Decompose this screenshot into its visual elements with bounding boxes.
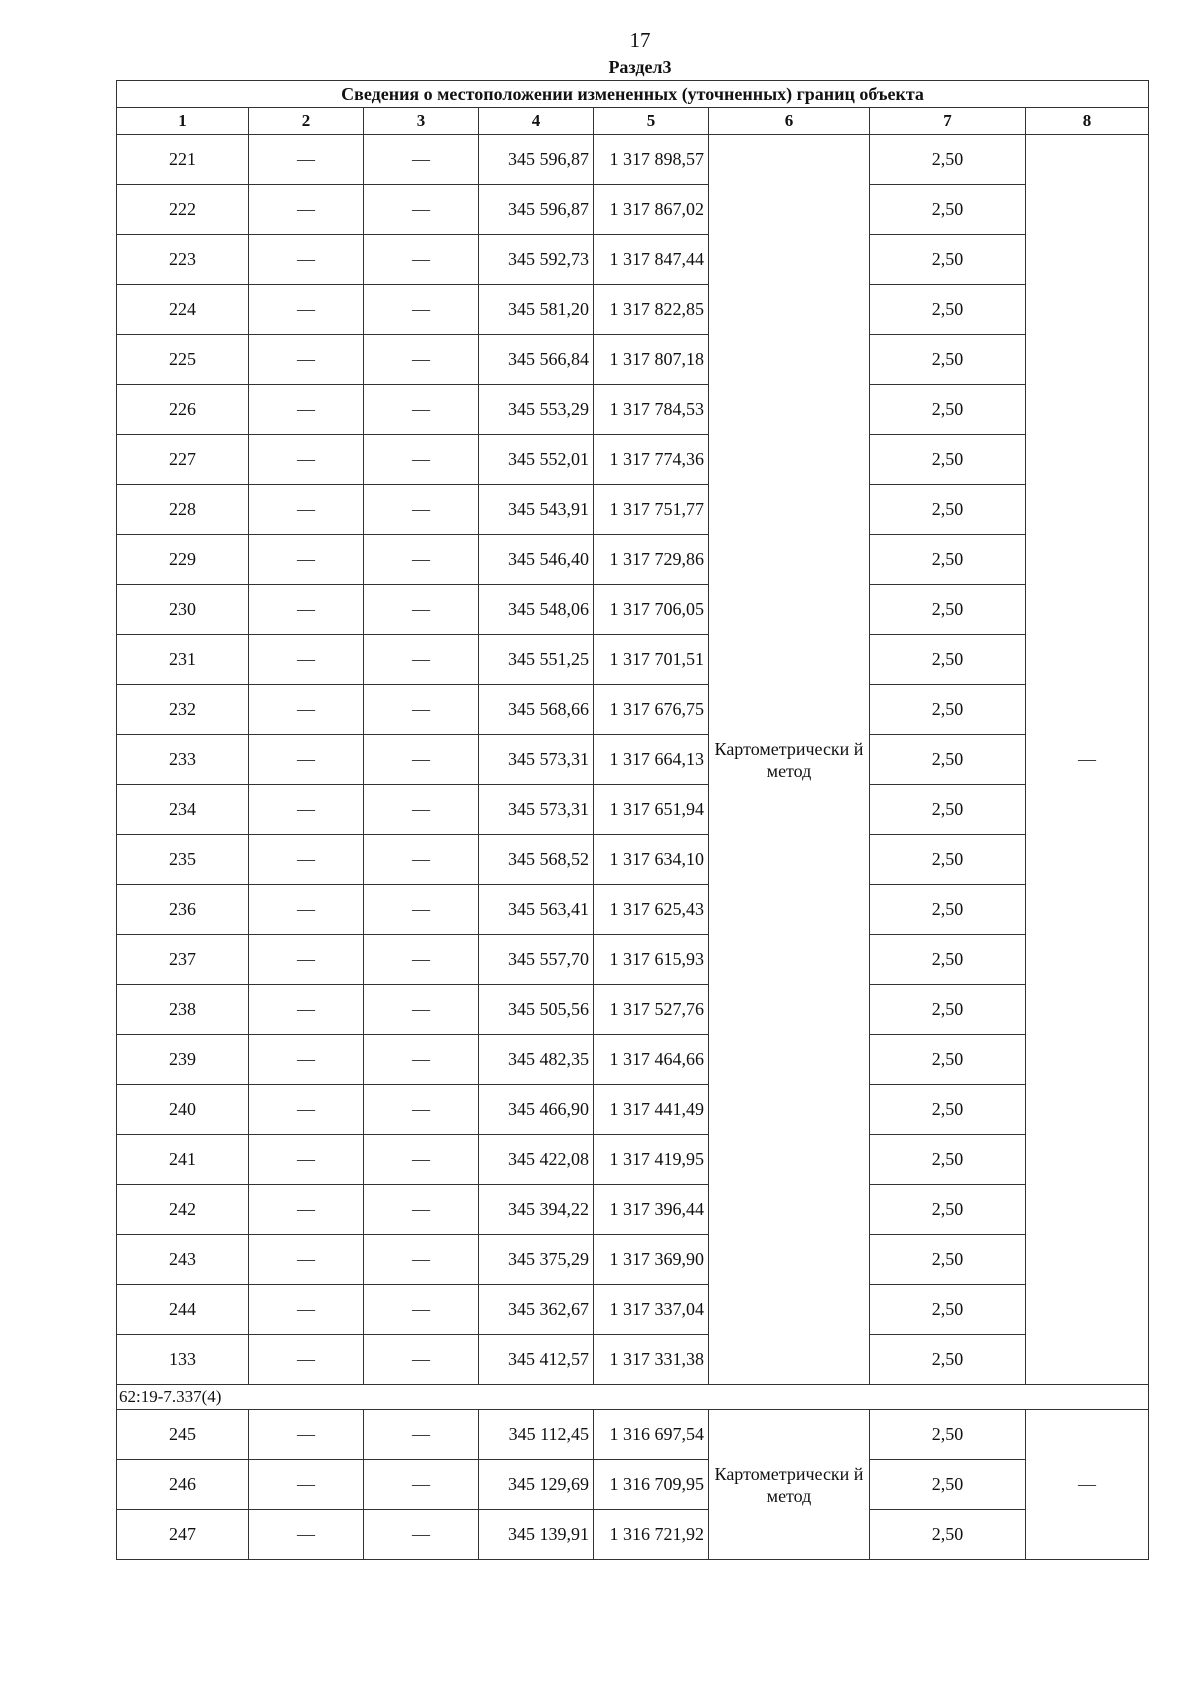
coordinate-y: 1 317 898,57: [594, 135, 709, 185]
coordinate-x: 345 596,87: [479, 135, 594, 185]
coordinate-x: 345 394,22: [479, 1185, 594, 1235]
page-number: 17: [629, 28, 651, 52]
point-number: 228: [117, 485, 249, 535]
point-number: 222: [117, 185, 249, 235]
point-number: 221: [117, 135, 249, 185]
point-number: 227: [117, 435, 249, 485]
point-number: 246: [117, 1460, 249, 1510]
accuracy-value: 2,50: [870, 135, 1026, 185]
group-label: 62:19-7.337(4): [117, 1385, 1149, 1410]
point-number: 223: [117, 235, 249, 285]
point-number: 241: [117, 1135, 249, 1185]
coordinate-y: 1 316 721,92: [594, 1510, 709, 1560]
column-3-value: —: [364, 735, 479, 785]
table-row: [117, 685, 1149, 735]
column-2-value: —: [249, 935, 364, 985]
table-row: [117, 1460, 1149, 1510]
table-row: [117, 735, 1149, 785]
coordinate-y: 1 317 464,66: [594, 1035, 709, 1085]
accuracy-value: 2,50: [870, 835, 1026, 885]
column-2-value: —: [249, 685, 364, 735]
column-2-value: —: [249, 485, 364, 535]
coordinate-y: 1 317 847,44: [594, 235, 709, 285]
column-3-value: —: [364, 835, 479, 885]
accuracy-value: 2,50: [870, 385, 1026, 435]
accuracy-value: 2,50: [870, 735, 1026, 785]
coordinate-x: 345 581,20: [479, 285, 594, 335]
coordinate-y: 1 317 634,10: [594, 835, 709, 885]
column-2-value: —: [249, 635, 364, 685]
point-number: 237: [117, 935, 249, 985]
accuracy-value: 2,50: [870, 1410, 1026, 1460]
point-number: 233: [117, 735, 249, 785]
coordinate-y: 1 317 867,02: [594, 185, 709, 235]
table-row: [117, 1285, 1149, 1335]
column-number: 8: [1026, 108, 1149, 135]
coordinate-y: 1 317 651,94: [594, 785, 709, 835]
point-number: 238: [117, 985, 249, 1035]
coordinate-x: 345 505,56: [479, 985, 594, 1035]
accuracy-value: 2,50: [870, 435, 1026, 485]
table-row: [117, 135, 1149, 185]
coordinate-y: 1 317 615,93: [594, 935, 709, 985]
coordinate-x: 345 129,69: [479, 1460, 594, 1510]
point-number: 236: [117, 885, 249, 935]
accuracy-value: 2,50: [870, 535, 1026, 585]
coordinate-x: 345 422,08: [479, 1135, 594, 1185]
coordinate-x: 345 546,40: [479, 535, 594, 585]
column-2-value: —: [249, 1135, 364, 1185]
column-3-value: —: [364, 785, 479, 835]
method-cell: Картометрически й метод: [709, 135, 870, 1385]
column-3-value: —: [364, 635, 479, 685]
coordinate-x: 345 566,84: [479, 335, 594, 385]
accuracy-value: 2,50: [870, 1035, 1026, 1085]
point-number: 230: [117, 585, 249, 635]
table-row: [117, 285, 1149, 335]
column-2-value: —: [249, 235, 364, 285]
column-3-value: —: [364, 1335, 479, 1385]
column-3-value: —: [364, 985, 479, 1035]
accuracy-value: 2,50: [870, 185, 1026, 235]
accuracy-value: 2,50: [870, 1085, 1026, 1135]
coordinate-y: 1 317 664,13: [594, 735, 709, 785]
column-number: 1: [117, 108, 249, 135]
column-3-value: —: [364, 435, 479, 485]
table-row: [117, 1410, 1149, 1460]
column-2-value: —: [249, 385, 364, 435]
point-number: 243: [117, 1235, 249, 1285]
coordinate-y: 1 317 751,77: [594, 485, 709, 535]
point-number: 229: [117, 535, 249, 585]
column-3-value: —: [364, 935, 479, 985]
coordinate-y: 1 316 697,54: [594, 1410, 709, 1460]
accuracy-value: 2,50: [870, 935, 1026, 985]
accuracy-value: 2,50: [870, 285, 1026, 335]
column-3-value: —: [364, 1035, 479, 1085]
coordinate-y: 1 317 337,04: [594, 1285, 709, 1335]
coordinate-x: 345 548,06: [479, 585, 594, 635]
coordinate-y: 1 317 331,38: [594, 1335, 709, 1385]
boundary-table: [116, 80, 1149, 1560]
point-number: 247: [117, 1510, 249, 1560]
table-row: [117, 335, 1149, 385]
accuracy-value: 2,50: [870, 1185, 1026, 1235]
column-3-value: —: [364, 285, 479, 335]
column-2-value: —: [249, 1085, 364, 1135]
table-row: [117, 1335, 1149, 1385]
accuracy-value: 2,50: [870, 1235, 1026, 1285]
column-8-value: —: [1026, 1410, 1149, 1560]
column-3-value: —: [364, 1185, 479, 1235]
column-3-value: —: [364, 185, 479, 235]
table-row: [117, 935, 1149, 985]
coordinate-x: 345 573,31: [479, 735, 594, 785]
column-2-value: —: [249, 285, 364, 335]
column-2-value: —: [249, 135, 364, 185]
point-number: 240: [117, 1085, 249, 1135]
table-row: [117, 1135, 1149, 1185]
accuracy-value: 2,50: [870, 685, 1026, 735]
coordinate-y: 1 317 701,51: [594, 635, 709, 685]
column-2-value: —: [249, 1285, 364, 1335]
accuracy-value: 2,50: [870, 485, 1026, 535]
column-3-value: —: [364, 485, 479, 535]
column-3-value: —: [364, 1460, 479, 1510]
coordinate-y: 1 317 807,18: [594, 335, 709, 385]
column-number: 3: [364, 108, 479, 135]
column-8-value: —: [1026, 135, 1149, 1385]
column-3-value: —: [364, 235, 479, 285]
coordinate-x: 345 375,29: [479, 1235, 594, 1285]
table-row: [117, 1085, 1149, 1135]
coordinate-x: 345 543,91: [479, 485, 594, 535]
accuracy-value: 2,50: [870, 585, 1026, 635]
accuracy-value: 2,50: [870, 785, 1026, 835]
coordinate-x: 345 139,91: [479, 1510, 594, 1560]
table-row: [117, 235, 1149, 285]
table-caption: Сведения о местоположении измененных (уточненных) границ объекта: [117, 81, 1149, 108]
table-row: [117, 1235, 1149, 1285]
column-number: 7: [870, 108, 1026, 135]
column-3-value: —: [364, 885, 479, 935]
table-row: [117, 385, 1149, 435]
table-row: [117, 835, 1149, 885]
point-number: 224: [117, 285, 249, 335]
column-number: 2: [249, 108, 364, 135]
accuracy-value: 2,50: [870, 1510, 1026, 1560]
section-title: Раздел3: [608, 57, 672, 77]
point-number: 242: [117, 1185, 249, 1235]
accuracy-value: 2,50: [870, 335, 1026, 385]
column-2-value: —: [249, 585, 364, 635]
coordinate-y: 1 316 709,95: [594, 1460, 709, 1510]
coordinate-y: 1 317 676,75: [594, 685, 709, 735]
point-number: 231: [117, 635, 249, 685]
column-3-value: —: [364, 1235, 479, 1285]
coordinate-x: 345 553,29: [479, 385, 594, 435]
column-2-value: —: [249, 985, 364, 1035]
point-number: 239: [117, 1035, 249, 1085]
table-row: [117, 535, 1149, 585]
column-2-value: —: [249, 785, 364, 835]
coordinate-y: 1 317 527,76: [594, 985, 709, 1035]
column-2-value: —: [249, 1410, 364, 1460]
table-row: [117, 435, 1149, 485]
accuracy-value: 2,50: [870, 985, 1026, 1035]
coordinate-y: 1 317 729,86: [594, 535, 709, 585]
coordinate-x: 345 112,45: [479, 1410, 594, 1460]
coordinate-x: 345 552,01: [479, 435, 594, 485]
coordinate-x: 345 573,31: [479, 785, 594, 835]
accuracy-value: 2,50: [870, 885, 1026, 935]
coordinate-y: 1 317 441,49: [594, 1085, 709, 1135]
column-3-value: —: [364, 335, 479, 385]
column-2-value: —: [249, 1460, 364, 1510]
coordinate-x: 345 362,67: [479, 1285, 594, 1335]
coordinate-x: 345 557,70: [479, 935, 594, 985]
column-2-value: —: [249, 1510, 364, 1560]
column-3-value: —: [364, 1510, 479, 1560]
coordinate-x: 345 563,41: [479, 885, 594, 935]
coordinate-y: 1 317 706,05: [594, 585, 709, 635]
column-2-value: —: [249, 1185, 364, 1235]
table-row: [117, 635, 1149, 685]
point-number: 226: [117, 385, 249, 435]
column-numbers-row: [117, 108, 1149, 135]
coordinate-y: 1 317 369,90: [594, 1235, 709, 1285]
column-2-value: —: [249, 735, 364, 785]
column-number: 6: [709, 108, 870, 135]
coordinate-y: 1 317 396,44: [594, 1185, 709, 1235]
table-row: [117, 885, 1149, 935]
point-number: 225: [117, 335, 249, 385]
accuracy-value: 2,50: [870, 1335, 1026, 1385]
column-3-value: —: [364, 1085, 479, 1135]
accuracy-value: 2,50: [870, 1285, 1026, 1335]
accuracy-value: 2,50: [870, 1135, 1026, 1185]
table-row: [117, 185, 1149, 235]
table-row: [117, 1185, 1149, 1235]
column-3-value: —: [364, 585, 479, 635]
table-body: [117, 135, 1149, 1560]
column-2-value: —: [249, 535, 364, 585]
column-3-value: —: [364, 535, 479, 585]
column-2-value: —: [249, 885, 364, 935]
accuracy-value: 2,50: [870, 1460, 1026, 1510]
accuracy-value: 2,50: [870, 235, 1026, 285]
table-row: [117, 485, 1149, 535]
accuracy-value: 2,50: [870, 635, 1026, 685]
point-number: 244: [117, 1285, 249, 1335]
column-3-value: —: [364, 685, 479, 735]
point-number: 245: [117, 1410, 249, 1460]
coordinate-x: 345 466,90: [479, 1085, 594, 1135]
point-number: 232: [117, 685, 249, 735]
coordinate-x: 345 568,66: [479, 685, 594, 735]
table-row: [117, 1035, 1149, 1085]
coordinate-y: 1 317 784,53: [594, 385, 709, 435]
coordinate-x: 345 596,87: [479, 185, 594, 235]
table-row: [117, 1510, 1149, 1560]
coordinate-x: 345 592,73: [479, 235, 594, 285]
point-number: 234: [117, 785, 249, 835]
column-3-value: —: [364, 1135, 479, 1185]
group-header-row: [117, 1385, 1149, 1410]
coordinate-x: 345 482,35: [479, 1035, 594, 1085]
coordinate-x: 345 412,57: [479, 1335, 594, 1385]
table-row: [117, 585, 1149, 635]
point-number: 133: [117, 1335, 249, 1385]
column-2-value: —: [249, 335, 364, 385]
coordinate-y: 1 317 822,85: [594, 285, 709, 335]
table-row: [117, 985, 1149, 1035]
column-2-value: —: [249, 1235, 364, 1285]
column-3-value: —: [364, 385, 479, 435]
coordinate-x: 345 568,52: [479, 835, 594, 885]
coordinate-y: 1 317 625,43: [594, 885, 709, 935]
column-2-value: —: [249, 435, 364, 485]
coordinate-y: 1 317 774,36: [594, 435, 709, 485]
column-number: 5: [594, 108, 709, 135]
column-3-value: —: [364, 1285, 479, 1335]
column-number: 4: [479, 108, 594, 135]
table-row: [117, 785, 1149, 835]
coordinate-y: 1 317 419,95: [594, 1135, 709, 1185]
column-2-value: —: [249, 185, 364, 235]
column-2-value: —: [249, 1035, 364, 1085]
column-2-value: —: [249, 1335, 364, 1385]
method-cell: Картометрически й метод: [709, 1410, 870, 1560]
column-2-value: —: [249, 835, 364, 885]
point-number: 235: [117, 835, 249, 885]
column-3-value: —: [364, 135, 479, 185]
column-3-value: —: [364, 1410, 479, 1460]
coordinate-x: 345 551,25: [479, 635, 594, 685]
